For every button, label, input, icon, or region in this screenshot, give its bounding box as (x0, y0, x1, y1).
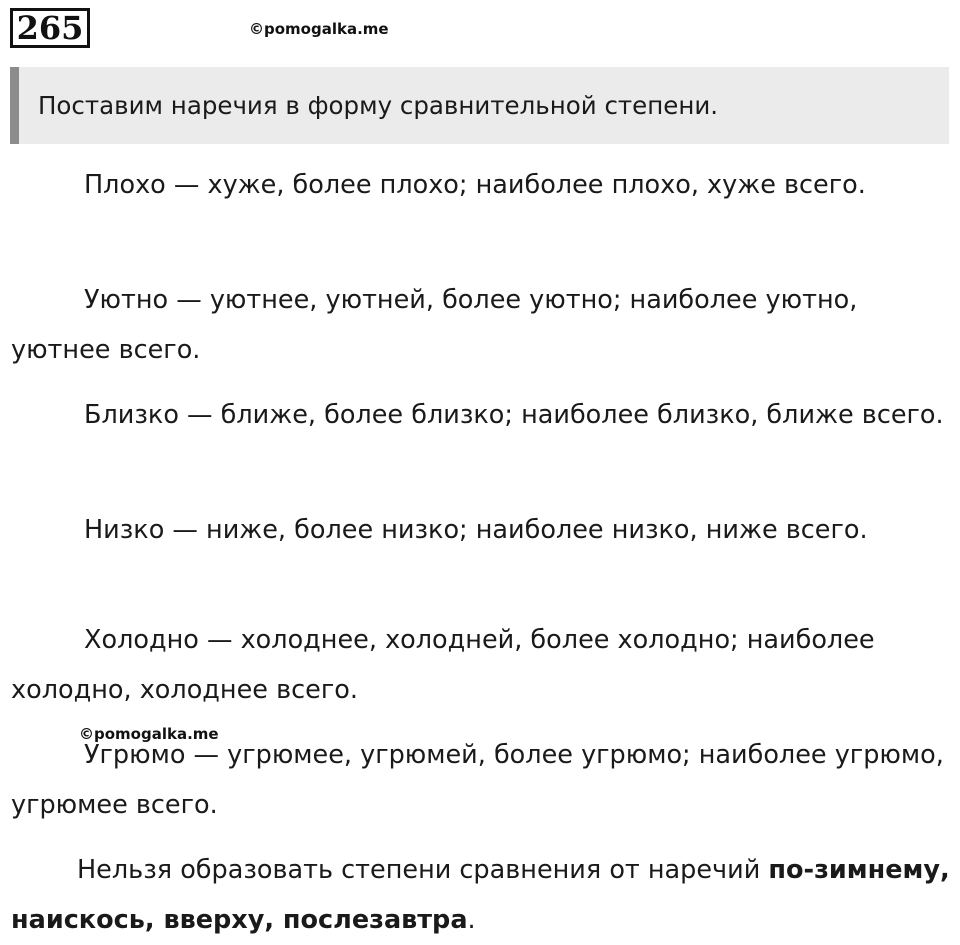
instruction-box (10, 67, 949, 144)
answer-paragraph: Угрюмо — угрюмее, угрюмей, более угрюмо; наиболее угрюмо, угрюмее всего. (11, 740, 944, 820)
answer-paragraph: Уютно — уютнее, уютней, более уютно; наиболее уютно, уютнее всего. (11, 285, 858, 365)
watermark: ©pomogalka.me (249, 20, 389, 38)
task-number: 265 (10, 8, 90, 48)
note-text: Нельзя образовать степени сравнения от наречий (77, 855, 769, 885)
note-end: . (467, 905, 476, 935)
watermark: ©pomogalka.me (79, 725, 219, 743)
answer-paragraph: Близко — ближе, более близко; наиболее близко, ближе всего. (84, 400, 944, 430)
answer-paragraph: Холодно — холоднее, холодней, более холодно; наиболее холодно, холоднее всего. (11, 625, 875, 705)
note-bold-words: по-зимнему, наискось, вверху, послезавтра (11, 855, 950, 935)
answer-paragraph: Плохо — хуже, более плохо; наиболее плохо, хуже всего. (84, 170, 866, 200)
note-paragraph (11, 845, 956, 945)
answer-paragraph: Низко — ниже, более низко; наиболее низко, ниже всего. (84, 515, 868, 545)
instruction-text: Поставим наречия в форму сравнительной степени. (38, 91, 719, 120)
